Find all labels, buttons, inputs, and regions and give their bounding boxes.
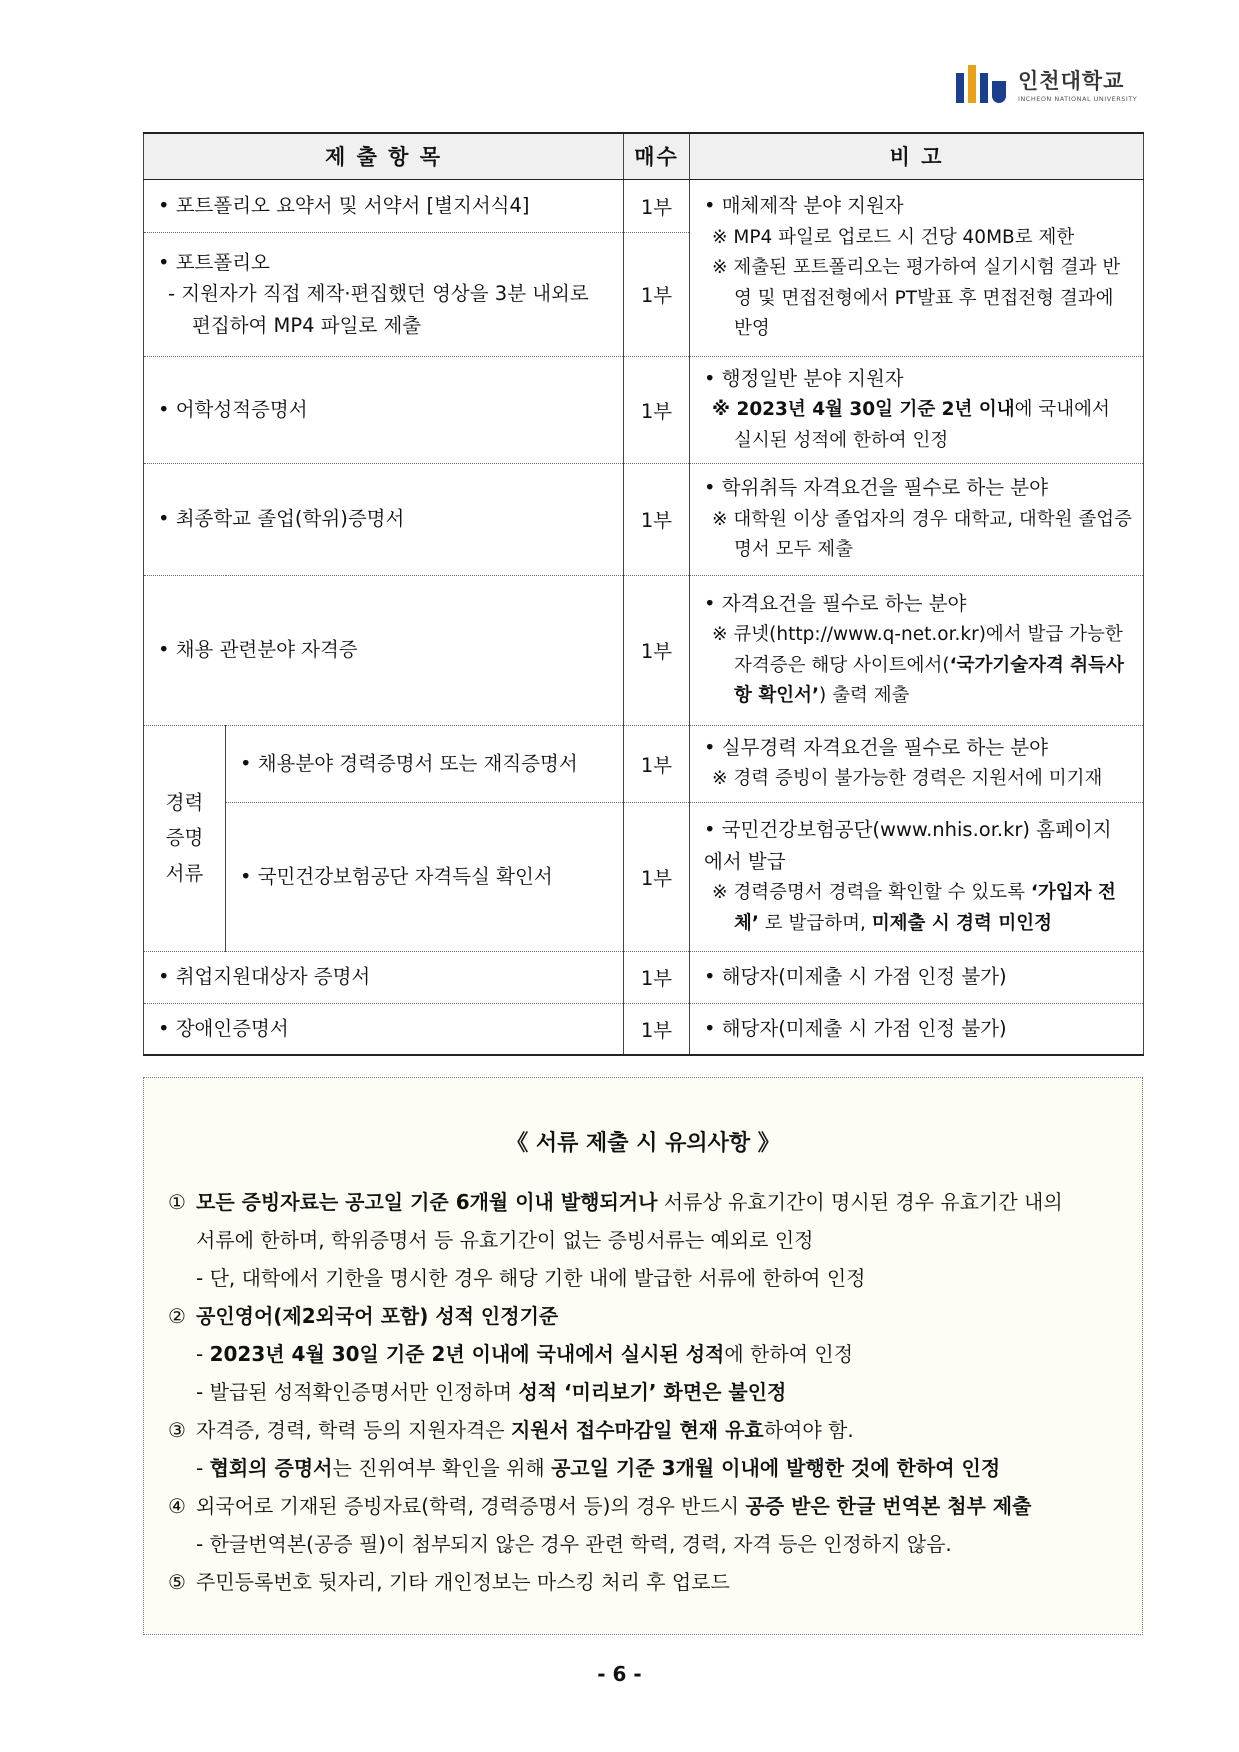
row-item: • 채용분야 경력증명서 또는 재직증명서 <box>226 748 623 779</box>
career-group-label: 경력 증명 서류 <box>144 725 226 951</box>
row-remark: • 국민건강보험공단(www.nhis.or.kr) 홈페이지 에서 발급 ※ 경력증명서 경력을 확인할 수 있도록 ‘가입자 전체’ 로 발급하며, 미제출 시 경력 미인정 <box>690 810 1143 943</box>
table-header-row <box>144 133 1144 179</box>
table-row <box>144 356 1144 463</box>
notice-title: 《 서류 제출 시 유의사항 》 <box>506 1131 780 1156</box>
row-count: 1부 <box>624 356 690 463</box>
logo-english-name: INCHEON NATIONAL UNIVERSITY <box>1018 95 1138 103</box>
notice-item-4-dash: - 한글번역본(공증 필)이 첨부되지 않은 경우 관련 학력, 경력, 자격 등은 인정하지 않음. <box>196 1532 952 1556</box>
notice-item-5: ⑤ 주민등록번호 뒷자리, 기타 개인정보는 마스킹 처리 후 업로드 <box>168 1570 730 1594</box>
row-remark: • 해당자(미제출 시 가점 인정 불가) <box>690 1009 1143 1049</box>
row-item: • 장애인증명서 <box>144 1013 623 1044</box>
row-remark: • 행정일반 분야 지원자 ※ 2023년 4월 30일 기준 2년 이내에 국내에서 실시된 성적에 한하여 인정 <box>690 359 1143 460</box>
table-row <box>144 802 1144 951</box>
table-row <box>144 951 1144 1003</box>
table-row <box>144 179 1144 232</box>
notice-item-2-dash-1: - 2023년 4월 30일 기준 2년 이내에 국내에서 실시된 성적에 한하여 인정 <box>196 1342 854 1366</box>
logo-korean-name: 인천대학교 <box>1018 69 1125 93</box>
row-item: • 포트폴리오 - 지원자가 직접 제작·편집했던 영상을 3분 내외로 편집하여 MP4 파일로 제출 <box>144 247 623 341</box>
row-item: • 어학성적증명서 <box>144 394 623 425</box>
header-item: 제 출 항 목 <box>144 133 624 179</box>
submission-documents-table <box>143 132 1144 1056</box>
row-count: 1부 <box>624 1003 690 1055</box>
notice-item-2: ② 공인영어(제2외국어 포함) 성적 인정기준 <box>168 1304 559 1328</box>
table-row <box>144 1003 1144 1055</box>
header-count: 매수 <box>624 133 690 179</box>
logo-mark-icon <box>956 65 1010 103</box>
row-count: 1부 <box>624 951 690 1003</box>
notice-item-3: ③ 자격증, 경력, 학력 등의 지원자격은 지원서 접수마감일 현재 유효하여야 함. <box>168 1418 854 1442</box>
university-logo <box>956 62 1137 106</box>
row-remark: • 매체제작 분야 지원자 ※ MP4 파일로 업로드 시 건당 40MB로 제한 ※ 제출된 포트폴리오는 평가하여 실기시험 결과 반영 및 면접전형에서 PT발표 후 면접전형 결과에 반영 <box>690 186 1143 348</box>
row-count: 1부 <box>624 575 690 725</box>
notice-item-1: ① 모든 증빙자료는 공고일 기준 6개월 이내 발행되거나 서류상 유효기간이 명시된 경우 유효기간 내의 <box>168 1190 1063 1214</box>
row-item: • 국민건강보험공단 자격득실 확인서 <box>226 861 623 892</box>
notice-item-3-dash: - 협회의 증명서는 진위여부 확인을 위해 공고일 기준 3개월 이내에 발행한 것에 한하여 인정 <box>196 1456 1001 1480</box>
notice-item-4: ④ 외국어로 기재된 증빙자료(학력, 경력증명서 등)의 경우 반드시 공증 받은 한글 번역본 첨부 제출 <box>168 1494 1032 1518</box>
row-remark: • 자격요건을 필수로 하는 분야 ※ 큐넷(http://www.q-net.or.kr)에서 발급 가능한 자격증은 해당 사이트에서(‘국가기술자격 취득사항 확인서’) 출력 제출 <box>690 584 1143 716</box>
row-remark: • 해당자(미제출 시 가점 인정 불가) <box>690 957 1143 997</box>
notice-item-1-dash: - 단, 대학에서 기한을 명시한 경우 해당 기한 내에 발급한 서류에 한하여 인정 <box>196 1266 866 1290</box>
row-count: 1부 <box>624 802 690 951</box>
row-item: • 취업지원대상자 증명서 <box>144 961 623 992</box>
page-number: - 6 - <box>597 1662 642 1686</box>
row-item: • 최종학교 졸업(학위)증명서 <box>144 503 623 534</box>
submission-notice-box <box>143 1077 1143 1635</box>
notice-item-1-cont: 서류에 한하며, 학위증명서 등 유효기간이 없는 증빙서류는 예외로 인정 <box>196 1228 814 1252</box>
notice-item-2-dash-2: - 발급된 성적확인증명서만 인정하며 성적 ‘미리보기’ 화면은 불인정 <box>196 1380 787 1404</box>
header-remark: 비 고 <box>690 133 1144 179</box>
row-remark: • 학위취득 자격요건을 필수로 하는 분야 ※ 대학원 이상 졸업자의 경우 대학교, 대학원 졸업증명서 모두 제출 <box>690 468 1143 569</box>
row-count: 1부 <box>624 725 690 802</box>
row-item: • 채용 관련분야 자격증 <box>144 634 623 665</box>
row-count: 1부 <box>624 463 690 575</box>
row-count: 1부 <box>624 232 690 356</box>
table-row <box>144 725 1144 802</box>
row-remark: • 실무경력 자격요건을 필수로 하는 분야 ※ 경력 증빙이 불가능한 경력은 지원서에 미기재 <box>690 728 1143 799</box>
row-item: • 포트폴리오 요약서 및 서약서 [별지서식4] <box>144 190 623 221</box>
table-row <box>144 575 1144 725</box>
table-row <box>144 463 1144 575</box>
row-count: 1부 <box>624 179 690 232</box>
